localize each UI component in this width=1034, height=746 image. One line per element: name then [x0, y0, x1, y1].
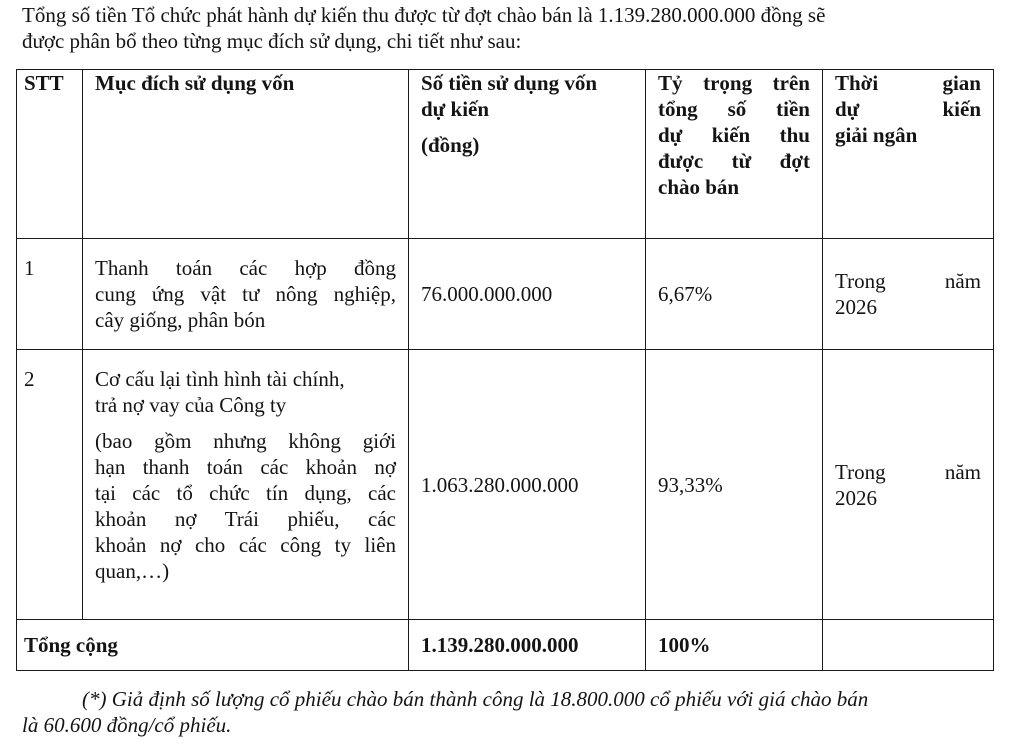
purpose-line: trả nợ vay của Công ty: [95, 393, 287, 417]
table-row: [17, 239, 994, 350]
purpose-line: Thanh toán các hợp đồng: [95, 256, 396, 280]
row-time-line-1: Trong năm: [835, 269, 981, 293]
row-weight: 93,33%: [646, 350, 823, 620]
header-weight-line-5: chào bán: [658, 175, 740, 199]
footnote-line-2: là 60.600 đồng/cổ phiếu.: [22, 713, 232, 737]
header-disbursement-time: [823, 70, 994, 239]
footnote-line-1: (*) Giả định số lượng cổ phiếu chào bán thành công là 18.800.000 cổ phiếu với giá chào bán: [82, 687, 869, 711]
header-amount-line-3: (đồng): [421, 133, 480, 157]
header-weight: [646, 70, 823, 239]
capital-allocation-table: [16, 69, 994, 671]
purpose-line: cây giống, phân bón: [95, 308, 266, 332]
purpose-line: quan,…): [95, 559, 170, 583]
header-purpose: Mục đích sử dụng vốn: [83, 70, 409, 239]
intro-line-2: được phân bổ theo từng mục đích sử dụng, chi tiết như sau:: [22, 29, 522, 53]
header-weight-line-2: tổng số tiền: [658, 97, 810, 121]
row-stt: 1: [17, 239, 83, 350]
purpose-line: tại các tổ chức tín dụng, các: [95, 481, 396, 505]
table-header-row: [17, 70, 994, 239]
header-stt: STT: [17, 70, 83, 239]
total-amount: 1.139.280.000.000: [409, 620, 646, 671]
row-time-line-2: 2026: [835, 295, 877, 319]
row-amount: 76.000.000.000: [409, 239, 646, 350]
intro-paragraph: [22, 2, 1034, 54]
row-time-line-2: 2026: [835, 485, 877, 510]
total-weight: 100%: [646, 620, 823, 671]
row-time: [823, 239, 994, 350]
purpose-line: cung ứng vật tư nông nghiệp,: [95, 282, 396, 306]
total-label: Tổng cộng: [17, 620, 409, 671]
row-purpose: [83, 239, 409, 350]
header-weight-line-3: dự kiến thu: [658, 123, 810, 147]
header-time-line-3: giải ngân: [835, 123, 918, 147]
header-amount: [409, 70, 646, 239]
footnote: [22, 686, 1032, 738]
header-amount-line-2: dự kiến: [421, 97, 490, 121]
purpose-line: khoản nợ Trái phiếu, các: [95, 507, 396, 531]
header-weight-line-1: Tỷ trọng trên: [658, 71, 810, 95]
purpose-line: Cơ cấu lại tình hình tài chính,: [95, 367, 345, 391]
purpose-line: hạn thanh toán các khoản nợ: [95, 455, 396, 479]
purpose-line: khoản nợ cho các công ty liên: [95, 533, 396, 557]
row-amount: 1.063.280.000.000: [409, 350, 646, 620]
total-time-empty: [823, 620, 994, 671]
table-row: [17, 350, 994, 620]
header-time-line-2: dự kiến: [835, 97, 981, 121]
intro-line-1: Tổng số tiền Tổ chức phát hành dự kiến thu được từ đợt chào bán là 1.139.280.000.000 đồng sẽ: [22, 3, 826, 27]
row-weight: 6,67%: [646, 239, 823, 350]
header-weight-line-4: được từ đợt: [658, 149, 810, 173]
row-time-line-1: Trong năm: [835, 459, 981, 484]
purpose-line: (bao gồm nhưng không giới: [95, 429, 396, 453]
total-row: [17, 620, 994, 671]
row-time: [823, 350, 994, 620]
row-purpose: [83, 350, 409, 620]
header-amount-line-1: Số tiền sử dụng vốn: [421, 71, 597, 95]
header-time-line-1: Thời gian: [835, 71, 981, 95]
row-stt: 2: [17, 350, 83, 620]
